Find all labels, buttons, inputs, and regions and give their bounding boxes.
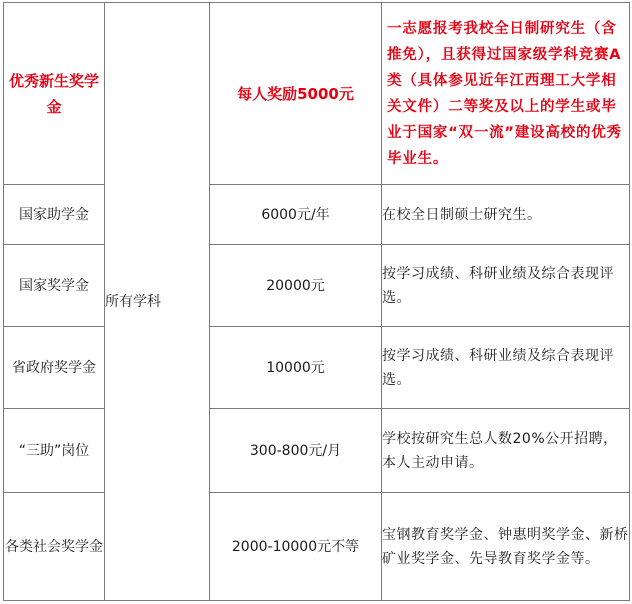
scholarship-description: 按学习成绩、科研业绩及综合表现评选。 [382,347,614,388]
scholarship-name: “三助”岗位 [18,442,90,459]
amount-cell [210,245,382,327]
table-row-social-scholarships [4,493,630,601]
table-row-national-scholarship [4,245,630,327]
scholarship-name: 各类社会奖学金 [5,538,103,555]
amount-cell [210,185,382,245]
scholarship-description: 一志愿报考我校全日制研究生（含推免），且获得过国家级学科竞赛A类（具体参见近年江西理工大学相关文件）二等奖及以上的学生或毕业于国家“双一流”建设高校的优秀毕业生。 [387,20,622,167]
description-cell [382,185,630,245]
scholarship-amount: 300-800元/月 [249,442,342,459]
scholarship-name-cell [4,3,105,185]
description-cell [382,327,630,409]
eligible-major-cell [105,3,210,601]
scholarship-amount: 20000元 [266,277,325,294]
description-cell [382,493,630,601]
description-cell [382,409,630,493]
scholarship-description: 学校按研究生总人数20%公开招聘，本人主动申请。 [382,430,618,471]
scholarship-amount: 6000元/年 [261,206,330,223]
scholarship-name: 国家奖学金 [19,277,89,294]
scholarship-name-cell [4,493,105,601]
scholarship-description: 宝钢教育奖学金、钟惠明奖学金、新桥矿业奖学金、先导教育奖学金等。 [382,526,629,567]
amount-cell [210,493,382,601]
amount-cell [210,409,382,493]
scholarship-description: 在校全日制硕士研究生。 [382,206,542,223]
eligible-major: 所有学科 [105,293,161,310]
scholarship-amount: 每人奖励5000元 [237,84,354,103]
scholarship-name-cell [4,327,105,409]
table-row-three-assistance [4,409,630,493]
description-cell [382,245,630,327]
amount-cell [210,327,382,409]
scholarship-amount: 10000元 [266,359,325,376]
table-row-outstanding-freshman [4,3,630,185]
scholarship-table [3,2,630,601]
scholarship-description: 按学习成绩、科研业绩及综合表现评选。 [382,265,614,306]
scholarship-amount: 2000-10000元不等 [231,538,360,555]
description-cell [382,3,630,185]
scholarship-name: 优秀新生奖学金 [8,71,99,116]
table-row-provincial-scholarship [4,327,630,409]
scholarship-name-cell [4,245,105,327]
table-row-national-grant [4,185,630,245]
scholarship-name-cell [4,185,105,245]
scholarship-name-cell [4,409,105,493]
scholarship-name: 省政府奖学金 [12,359,96,376]
scholarship-name: 国家助学金 [19,206,89,223]
amount-cell [210,3,382,185]
